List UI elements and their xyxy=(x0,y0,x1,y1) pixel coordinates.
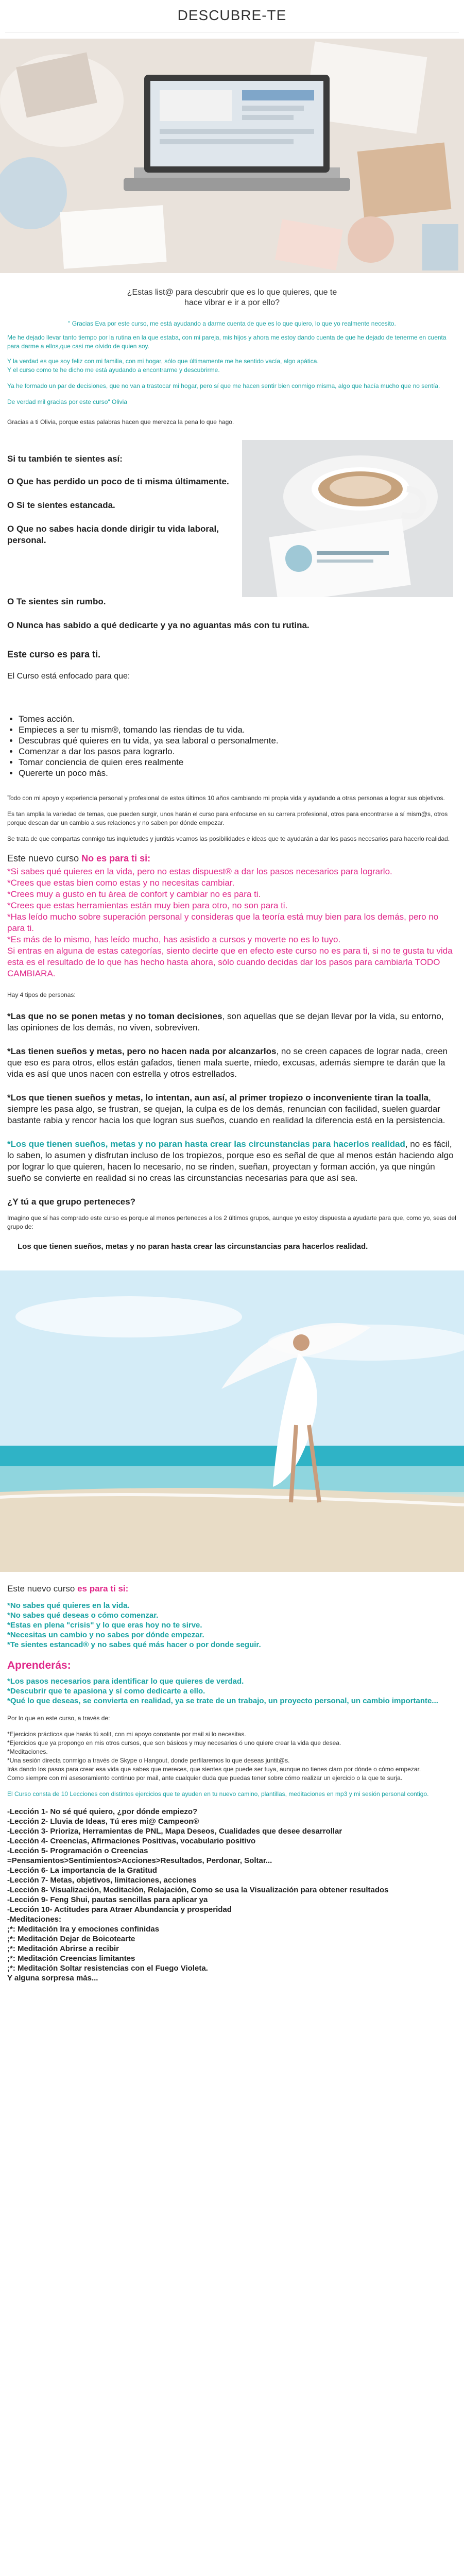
lesson-item: ;*: Meditación Soltar resistencias con el Fuego Violeta. xyxy=(7,1964,208,1973)
course-for-you-heading: Este curso es para ti. xyxy=(7,649,101,659)
learn-line: *Descubrir que te apasiona y sí como dedicarte a ello. xyxy=(7,1687,205,1696)
focus-bullet-list xyxy=(0,714,464,778)
testimonial-signature: De verdad mil gracias por este curso" Olivia xyxy=(7,398,128,405)
method-line: *Ejercicios que ya propongo en mis otros cursos, que son básicos y muy necesarios ó uno quiere crear la vida que desea. xyxy=(7,1739,341,1747)
lesson-item: =Pensamientos>Sentimientos>Acciones>Resultados, Perdonar, Soltar... xyxy=(7,1856,272,1865)
method-list xyxy=(7,1730,457,1783)
beach-woman-image xyxy=(0,1270,464,1572)
focus-bullet: • Quererte un poco más. xyxy=(19,768,464,778)
method-line: Irás dando los pasos para crear esa vida que sabes que mereces, que sientes que puede ser tuya, aunque no tienes claro por dónde o cómo empezar. xyxy=(7,1766,421,1773)
coffee-illustration xyxy=(242,440,453,597)
for-you-line: *No sabes qué deseas o cómo comenzar. xyxy=(7,1611,159,1620)
learn-heading: Aprenderás: xyxy=(7,1659,71,1671)
focus-bullet: • Comenzar a dar los pasos para lograrlo. xyxy=(19,746,464,757)
lesson-item: -Lección 9- Feng Shui, pautas sencillas para aplicar ya xyxy=(7,1895,208,1904)
sign-item-3: O Que no sabes hacia donde dirigir tu vida laboral, personal. xyxy=(7,524,219,545)
method-line: *Una sesión directa conmigo a través de Skype o Hangout, donde perfilaremos lo que deseas juntit@s. xyxy=(7,1757,290,1764)
types-intro: Hay 4 tipos de personas: xyxy=(7,991,76,998)
lesson-item: -Lección 5- Programación o Creencias xyxy=(7,1846,148,1855)
lesson-item: ;*: Meditación Creencias limitantes xyxy=(7,1954,135,1963)
type-4-bold: *Los que tienen sueños, metas y no paran hasta crear las circunstancias para hacerlos realidad xyxy=(7,1139,405,1149)
lesson-item: ;*: Meditación Dejar de Boicotearte xyxy=(7,1935,135,1943)
for-you-heading-a: Este nuevo curso xyxy=(7,1584,78,1594)
lesson-item: Y alguna sorpresa más... xyxy=(7,1974,98,1982)
lesson-item: -Lección 8- Visualización, Meditación, Relajación, Como se usa la Visualización para obtener resultados xyxy=(7,1886,389,1894)
lesson-item: -Lección 1- No sé qué quiero, ¿por dónde empiezo? xyxy=(7,1807,198,1816)
body-paragraph-2: Es tan amplia la variedad de temas, que pueden surgir, unos harán el curso para enfocarse en su carrera profesional, otros para encontrarse a sí mism@s, otros porque desean dar un cambio a sus relaciones y no saben por dónde empezar. xyxy=(7,810,448,826)
type-3-rest: , siempre les pasa algo, se frustran, se quejan, la culpa es de los demás, renuncian con facilidad, suelen guardar bastante rabia y rencor hacia los que logran sus sueños, cuando en realidad la diferencia está en la persistencia. xyxy=(7,1093,445,1125)
learn-line: *Qué lo que deseas, se convierta en realidad, ya se trate de un trabajo, un proyecto personal, un cambio importante... xyxy=(7,1697,438,1705)
type-4-rest: , no es fácil, lo saben, lo asumen y disfrutan incluso de los tropiezos, porque eso es señal de que al menos están haciendo algo por lograr lo que quieren, hacen lo necesario, no se rinden, sueñan, proyectan y forman acción, ya que ningún sueño se convierte en realidad si no creas las circunstancias necesarias para que así sea. xyxy=(7,1139,454,1183)
for-you-line: *Necesitas un cambio y no sabes por dónde empezar. xyxy=(7,1631,204,1639)
lesson-item: ;*: Meditación Abrirse a recibir xyxy=(7,1944,119,1953)
lesson-item: -Lección 10- Actitudes para Atraer Abundancia y prosperidad xyxy=(7,1905,232,1914)
coffee-cup-image xyxy=(242,440,453,597)
method-intro: Por lo que en este curso, a través de: xyxy=(7,1715,110,1722)
body-paragraph-3: Se trata de que compartas conmigo tus inquietudes y juntitás veamos las posibilidades e ideas que te ayudarán a dar los pasos necesarios para hacerlo realidad. xyxy=(7,835,450,842)
method-line: Como siempre con mi asesoramiento continuo por mail, ante cualquier duda que puedas tener sobre cómo realizar un ejercicio o la que te surja. xyxy=(7,1774,403,1782)
focus-intro: El Curso está enfocado para que: xyxy=(7,672,130,681)
learn-list xyxy=(7,1676,457,1706)
lessons-list xyxy=(7,1807,457,1983)
for-you-line: *No sabes qué quieres en la vida. xyxy=(7,1601,130,1610)
not-for-you-line: Si entras en alguna de estas categorías, siento decirte que en efecto este curso no es para ti, si no te gusta tu vida esta es el resultado de lo que has hecho hasta ahora, sólo cuando decidas dar los pasos para cambiarla TODO CAMBIARA. xyxy=(7,946,453,978)
not-for-you-line: *Crees que estas herramientas están muy bien para otro, no son para ti. xyxy=(7,901,288,910)
focus-bullet: • Tomar conciencia de quien eres realmente xyxy=(19,757,464,768)
body-paragraph-1: Todo con mi apoyo y experiencia personal y profesional de estos últimos 10 años cambiando mi propia vida y ayudando a otras personas a lograr sus objetivos. xyxy=(7,794,445,802)
testimonial-line-1: " Gracias Eva por este curso, me está ayudando a darme cuenta de que es lo que quiero, lo que yo realmente necesito. xyxy=(68,320,396,327)
focus-bullet: • Tomes acción. xyxy=(19,714,464,724)
page-title: DESCUBRE-TE xyxy=(5,0,459,32)
lesson-item: -Lección 2- Lluvia de Ideas, Tú eres mi@ Campeon® xyxy=(7,1817,199,1826)
type-2 xyxy=(7,1046,457,1080)
testimonial-line-2: Me he dejado llevar tanto tiempo por la rutina en la que estaba, con mi pareja, mis hijos y ahora me estoy dando cuenta de que he dejado de tenerme en cuenta para darme a ellos,que casi me olvido de quien soy. xyxy=(7,334,446,350)
type-1-bold: *Las que no se ponen metas y no toman decisiones xyxy=(7,1011,222,1021)
for-you-line: *Estas en plena "crisis" y lo que eras hoy no te sirve. xyxy=(7,1621,202,1630)
intro-headline: ¿Estas list@ para descubrir que es lo que quieres, que te hace vibrar e ir a por ello? xyxy=(127,288,337,307)
sign-item-5: O Nunca has sabido a qué dedicarte y ya no aguantas más con tu rutina. xyxy=(7,620,310,630)
hero-desk-image xyxy=(0,39,464,273)
lesson-item: -Lección 4- Creencias, Afirmaciones Positivas, vocabulario positivo xyxy=(7,1837,256,1845)
lesson-item: -Lección 7- Metas, objetivos, limitaciones, acciones xyxy=(7,1876,197,1885)
focus-bullet: • Descubras qué quieres en tu vida, ya sea laboral o personalmente. xyxy=(19,735,464,746)
not-for-you-line: *Crees que estas bien como estas y no necesitas cambiar. xyxy=(7,878,235,888)
not-for-you-line: *Has leído mucho sobre superación personal y consideras que la teoría está muy bien para los demás, pero no para ti. xyxy=(7,912,439,933)
not-for-you-line: *Es más de lo mismo, has leído mucho, has asistido a cursos y moverte no es lo tuyo. xyxy=(7,935,341,944)
lesson-item: -Lección 3- Prioriza, Herramientas de PNL, Mapa Deseos, Cualidades que desee desarrollar xyxy=(7,1827,342,1836)
thanks-text: Gracias a ti Olivia, porque estas palabras hacen que merezca la pena lo que hago. xyxy=(7,418,234,426)
for-you-list xyxy=(7,1601,457,1650)
course-structure: El Curso consta de 10 Lecciones con distintos ejercicios que te ayuden en tu nuevo camino, plantillas, meditaciones en mp3 y mi sesión personal contigo. xyxy=(7,1790,429,1798)
type-3 xyxy=(7,1092,457,1126)
for-you-heading-b: es para ti si: xyxy=(77,1584,129,1594)
lesson-item: ;*: Meditación Ira y emociones confinidas xyxy=(7,1925,160,1934)
for-you-line: *Te sientes estancad® y no sabes qué más hacer o por donde seguir. xyxy=(7,1640,261,1649)
testimonial-line-4: Y el curso como te he dicho me está ayudando a encontrarme y descubrirme. xyxy=(7,366,220,374)
not-for-you-line: *Si sabes qué quieres en la vida, pero no estas dispuest® a dar los pasos necesarios para lograrlo. xyxy=(7,867,392,876)
sign-item-4: O Te sientes sin rumbo. xyxy=(7,597,106,606)
method-line: *Ejercicios prácticos que harás tú solit, con mi apoyo constante por mail si lo necesitas. xyxy=(7,1731,246,1738)
group-question: ¿Y tú a que grupo perteneces? xyxy=(7,1197,136,1207)
type-3-bold: *Los que tienen sueños y metas, lo intentan, aun así, al primer tropiezo o inconveniente tiran la toalla xyxy=(7,1093,429,1103)
not-for-you-heading xyxy=(7,853,457,864)
hero-illustration xyxy=(0,39,464,273)
testimonial-line-3: Y la verdad es que soy feliz con mi familia, con mi hogar, sólo que últimamente me he sentido vacía, algo apática. xyxy=(7,358,319,365)
group-final: Los que tienen sueños, metas y no paran hasta crear las circunstancias para hacerlos realidad. xyxy=(18,1242,368,1251)
learn-line: *Los pasos necesarios para identificar lo que quieres de verdad. xyxy=(7,1677,244,1686)
group-paragraph: Imagino que sí has comprado este curso es porque al menos perteneces a los 2 últimos grupos, aunque yo estoy dispuesta a ayudarte para que, como yo, seas del grupo de: xyxy=(7,1214,456,1230)
type-1 xyxy=(7,1011,457,1033)
beach-illustration xyxy=(0,1270,464,1572)
sign-item-1: O Que has perdido un poco de ti misma últimamente. xyxy=(7,477,229,486)
not-for-you-list xyxy=(7,866,457,979)
focus-bullet: • Empieces a ser tu mism®, tomando las riendas de tu vida. xyxy=(19,724,464,735)
not-for-you-line: *Crees muy a gusto en tu área de confort y cambiar no es para ti. xyxy=(7,889,261,899)
for-you-heading xyxy=(7,1583,457,1595)
type-2-rest: , no se creen capaces de lograr nada, creen que eso es para otros, ellos están gafados, tienen mala suerte, miedo, excusas, además siempre te darán que la vida es así que unos nacen con estrella y otros estrellados. xyxy=(7,1046,448,1079)
not-for-you-heading-a: Este nuevo curso xyxy=(7,853,82,863)
method-line: *Meditaciones. xyxy=(7,1748,48,1755)
lesson-item: -Lección 6- La importancia de la Gratitud xyxy=(7,1866,157,1875)
signs-heading: Si tu también te sientes así: xyxy=(7,454,123,464)
type-4 xyxy=(7,1139,457,1184)
type-2-bold: *Las tienen sueños y metas, pero no hacen nada por alcanzarlos xyxy=(7,1046,277,1056)
testimonial-line-5: Ya he formado un par de decisiones, que no van a trastocar mi hogar, pero sí que me hacen sentir bien conmigo misma, algo que hacía mucho que no sentía. xyxy=(7,382,440,389)
sign-item-2: O Si te sientes estancada. xyxy=(7,500,115,510)
not-for-you-heading-b: No es para ti si: xyxy=(81,853,151,863)
lesson-item: -Meditaciones: xyxy=(7,1915,62,1924)
type-1-rest: , son aquellas que se dejan llevar por la vida, su entorno, las opiniones de los demás, no viven, sobreviven. xyxy=(7,1011,444,1032)
